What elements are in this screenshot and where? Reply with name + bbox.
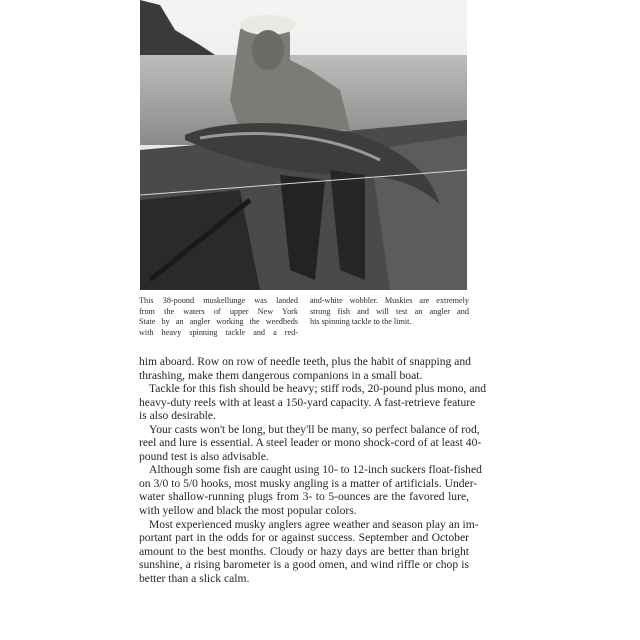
text-line: heavy-duty reels with at least a 150-yard capacity. A fast-retrieve feature [139,395,476,409]
paragraph [139,382,487,423]
text-line: Although some fish are caught using 10- to 12-inch suckers float-fished [149,463,482,477]
body-text [139,355,487,585]
paragraph [139,517,479,586]
paragraph [139,355,469,382]
text-line: Most experienced musky anglers agree weather and season play an im- [149,517,479,531]
muskellunge-photo [140,0,467,290]
caption-line: State by an angler working the weedbeds [139,317,298,327]
caption-line: his spinning tackle to the limit. [310,317,412,327]
caption-line: from the waters of upper New York [139,306,298,316]
caption-line: with heavy spinning tackle and a red- [139,327,298,337]
photo-caption-left-column [139,296,298,338]
paragraph [139,463,482,518]
caption-line: and-white wobbler. Muskies are extremely [310,296,469,305]
text-line: Tackle for this fish should be heavy; stiff rods, 20-pound plus mono, and [149,382,487,396]
caption-line: This 38-pound muskellunge was landed [139,296,298,305]
text-line: sunshine, a rising barometer is a good omen, and wind riffle or chop is [139,558,469,572]
text-line: reel and lure is essential. A steel leader or mono shock-cord of at least 40- [139,436,482,450]
text-line: thrashing, make them dangerous companions in a small boat. [139,368,423,382]
text-line: is also desirable. [139,409,216,423]
text-line: him aboard. Row on row of needle teeth, plus the habit of snapping and [139,355,471,368]
text-line: water shallow-running plugs from 3- to 5-ounces are the favored lure, [139,490,469,504]
paragraph [139,422,482,464]
text-line: pound test is also advisable. [139,449,269,463]
text-line: amount to the best months. Cloudy or hazy days are better than bright [139,544,469,558]
text-line: portant part in the odds for or against success. September and October [139,531,469,545]
caption-line: strong fish and will test an angler and [310,306,469,316]
text-line: with yellow and black the most popular colors. [139,504,357,518]
text-line: better than a slick calm. [139,571,250,585]
text-line: on 3/0 to 5/0 hooks, most musky angling is a matter of artificials. Under- [139,476,478,490]
text-line: Your casts won't be long, but they'll be many, so perfect balance of rod, [149,422,480,436]
photo-caption-right-column [310,296,469,328]
